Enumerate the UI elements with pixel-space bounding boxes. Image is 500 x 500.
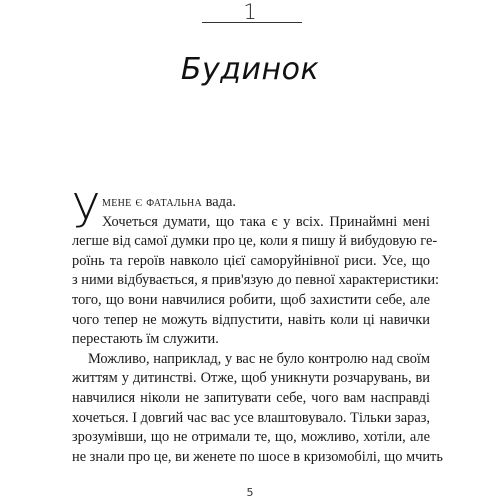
text-line: життям у дитинстві. Отже, щоб уникнути розчарувань, ви (72, 370, 430, 387)
second-paragraph (72, 350, 443, 468)
drop-cap: У (72, 184, 101, 238)
text-line: того, що вони навчилися робити, щоб захистити себе, але (72, 291, 430, 308)
page-number: 5 (246, 486, 254, 499)
text-line: зрозумівши, що не отримали те, що, можливо, хотіли, але (72, 429, 430, 446)
text-line: чого тепер не можуть відпустити, навіть коли ці навички (72, 311, 430, 328)
text-line: хочеться. І довгий час вас усе влаштовувало. Тільки зараз, (72, 409, 430, 426)
text-line: Хочеться думати, що така є у всіх. Принаймні мені (102, 213, 430, 230)
text-line: не знали про це, ви женете по шосе в кризомобілі, що мчить (72, 448, 443, 465)
chapter-rule (202, 22, 302, 23)
opening-line (72, 193, 430, 213)
opening-smallcaps: мене є фатальна (102, 194, 203, 210)
chapter-number: 1 (243, 0, 257, 24)
text-line: легше від самої думки про це, коли я пишу й вибудовую ге- (72, 233, 438, 250)
text-line: перестають їм служити. (72, 331, 219, 348)
chapter-title: Будинок (180, 52, 320, 87)
text-line: Можливо, наприклад, у вас не було контролю над своїм (88, 350, 430, 367)
text-line: навчилися ніколи не запитувати себе, чого вам насправді (72, 389, 430, 406)
text-line: з ними відбувається, я прив'язую до певної характеристики: (72, 272, 440, 289)
opening-paragraph (72, 184, 440, 350)
body-text (72, 184, 443, 467)
text-line: роїнь та героїв навколо цієї саморуйнівної риси. Усе, що (72, 252, 430, 269)
opening-rest: вада. (202, 194, 236, 210)
